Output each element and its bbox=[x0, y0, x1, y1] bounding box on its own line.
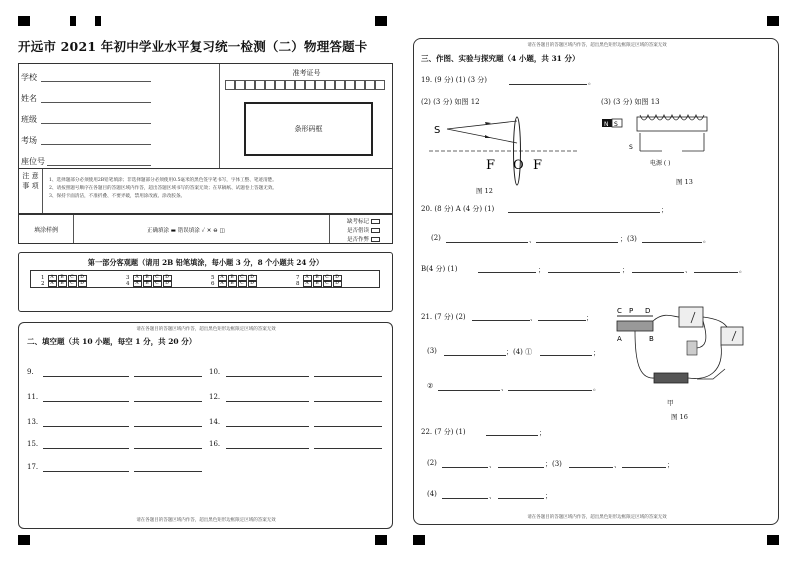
q14-label: 14. bbox=[209, 418, 221, 426]
label-f-left: F bbox=[486, 158, 496, 173]
q22-3-label: ；(3) bbox=[545, 460, 562, 468]
q22-comma3: 、 bbox=[489, 492, 496, 500]
fig16-caption: 图 16 bbox=[671, 413, 688, 421]
q22-blank-6[interactable] bbox=[442, 498, 488, 499]
q20b-label: B(4 分) (1) bbox=[421, 265, 458, 273]
q12-blank-1[interactable] bbox=[226, 401, 309, 402]
notes-box bbox=[18, 169, 393, 214]
q20b-blank-1[interactable] bbox=[478, 272, 536, 273]
q22-sep: ； bbox=[539, 429, 546, 437]
name-input[interactable] bbox=[41, 102, 151, 103]
corner-mark-bottom-3 bbox=[413, 535, 425, 545]
q20a-blank-4[interactable] bbox=[642, 242, 702, 243]
q15-blank-1[interactable] bbox=[43, 448, 129, 449]
notes-text: 1、选择题部分必须使用2B铅笔填涂；非选择题部分必须使用0.5毫米的黑色签字笔书写，字体工整、笔迹清楚。 2、请按照题号顺序在各题目的答题区域内作答，超出答题区域书写的答案无效；在草稿纸、试题卷上答题无效。 3、保持卡面清洁，不准折叠、不要弄破，禁用涂改液、涂改胶条。 bbox=[49, 178, 278, 199]
fill-sample-box bbox=[18, 214, 393, 244]
multiple-choice-section bbox=[18, 252, 393, 312]
q21-blank-4[interactable] bbox=[540, 355, 592, 356]
coil bbox=[640, 115, 704, 120]
q21-sep2: ； bbox=[593, 349, 600, 357]
q21-blank-5[interactable] bbox=[438, 390, 500, 391]
lens-diagram[interactable] bbox=[429, 111, 579, 191]
corner-mark-top-left bbox=[18, 16, 30, 26]
q19-label: 19. (9 分) (1) (3 分) bbox=[421, 76, 488, 84]
q20a3-label: ；(3) bbox=[620, 235, 637, 243]
absent-mark[interactable]: 缺考标记 bbox=[347, 217, 380, 225]
fill-sample-demo: 正确填涂 ▬ 错误填涂 ✓ ✕ ⊖ ◫ bbox=[147, 228, 225, 234]
mc-group-1[interactable]: 1 2 A B C D A B C D bbox=[41, 275, 87, 287]
q11-label: 11. bbox=[27, 393, 39, 401]
q21-4-label: ；(4) ① bbox=[506, 348, 533, 356]
q17-blank-1[interactable] bbox=[43, 471, 129, 472]
q15-blank-2[interactable] bbox=[134, 448, 202, 449]
battery bbox=[654, 373, 688, 383]
field-room: 考场 bbox=[21, 136, 37, 145]
q21-end: 。 bbox=[593, 384, 600, 392]
seat-input[interactable] bbox=[47, 165, 151, 166]
q15-label: 15. bbox=[27, 440, 39, 448]
q13-blank-2[interactable] bbox=[134, 426, 202, 427]
transfer-mark[interactable]: 是否借读 bbox=[347, 226, 380, 234]
corner-mark-top-1 bbox=[70, 16, 76, 26]
light-ray-2 bbox=[447, 129, 517, 143]
q22-blank-4[interactable] bbox=[569, 467, 613, 468]
q20b-blank-3[interactable] bbox=[632, 272, 684, 273]
notes-label: 注 意 事 项 bbox=[19, 169, 43, 213]
info-divider bbox=[219, 64, 220, 168]
exam-number-boxes[interactable] bbox=[225, 80, 385, 90]
q21-5-label: ② bbox=[427, 382, 434, 390]
field-seat: 座位号 bbox=[21, 157, 45, 166]
q11-blank-2[interactable] bbox=[134, 401, 202, 402]
corner-mark-top-right bbox=[767, 16, 779, 26]
q9-blank-1[interactable] bbox=[43, 376, 129, 377]
q21-3-label: (3) bbox=[427, 347, 437, 355]
q20a-label: 20. (8 分) A (4 分) (1) bbox=[421, 205, 495, 213]
corner-mark-bottom-left bbox=[18, 535, 30, 545]
ammeter bbox=[679, 307, 703, 327]
experiment-section bbox=[413, 38, 779, 525]
area-tip-bottom: 请在各题目的答题区域内作答，超出黑色矩形边框限定区域的答案无效 bbox=[136, 518, 276, 523]
voltmeter bbox=[721, 327, 743, 345]
q10-label: 10. bbox=[209, 368, 221, 376]
q16-blank-2[interactable] bbox=[314, 448, 382, 449]
q14-blank-1[interactable] bbox=[226, 426, 309, 427]
q12-label: 12. bbox=[209, 393, 221, 401]
iron-core bbox=[637, 117, 707, 131]
q10-blank-1[interactable] bbox=[226, 376, 309, 377]
q9-blank-2[interactable] bbox=[134, 376, 202, 377]
class-input[interactable] bbox=[41, 123, 151, 124]
field-school: 学校 bbox=[21, 73, 37, 82]
q20a-end: 。 bbox=[703, 236, 710, 244]
page-title: 开远市 2021 年初中学业水平复习统一检测（二）物理答题卡 bbox=[18, 39, 368, 54]
mc-group-4[interactable]: 7 8 A B C D A B C D bbox=[296, 275, 342, 287]
q13-label: 13. bbox=[27, 418, 39, 426]
q20a2-label: (2) bbox=[431, 234, 441, 242]
q21-blank-2[interactable] bbox=[538, 320, 586, 321]
resistor bbox=[687, 341, 697, 355]
q19-period: 。 bbox=[588, 78, 595, 86]
svg-text:P: P bbox=[629, 307, 634, 315]
q21-comma: 、 bbox=[530, 314, 537, 322]
field-name: 姓名 bbox=[21, 94, 37, 103]
q21-label: 21. (7 分) (2) bbox=[421, 313, 466, 321]
q19-2-label: (2) (3 分) 如图 12 bbox=[421, 98, 480, 106]
q21-blank-1[interactable] bbox=[472, 320, 530, 321]
power-label: 电源 ( ) bbox=[650, 160, 671, 167]
circuit-diagram[interactable] bbox=[609, 301, 754, 401]
q20b-blank-4[interactable] bbox=[694, 272, 738, 273]
svg-text:D: D bbox=[645, 307, 651, 315]
q20a-blank-2[interactable] bbox=[446, 242, 528, 243]
label-o: O bbox=[513, 158, 524, 173]
right-tip-bottom: 请在各题目的答题区域内作答，超出黑色矩形边框限定区域的答案无效 bbox=[527, 515, 667, 520]
q22-blank-5[interactable] bbox=[622, 467, 666, 468]
svg-text:S: S bbox=[629, 144, 633, 151]
q16-label: 16. bbox=[209, 440, 221, 448]
jia-label: 甲 bbox=[667, 399, 674, 407]
q21-blank-3[interactable] bbox=[444, 355, 506, 356]
q13-blank-1[interactable] bbox=[43, 426, 129, 427]
q9-label: 9. bbox=[27, 368, 34, 376]
experiment-title: 三、作图、实验与探究题（4 小题，共 31 分） bbox=[421, 54, 580, 63]
svg-text:C: C bbox=[617, 307, 622, 315]
q12-blank-2[interactable] bbox=[314, 401, 382, 402]
corner-mark-top-2 bbox=[95, 16, 101, 26]
q20a-sep: ； bbox=[661, 206, 668, 214]
fill-sample-divider bbox=[329, 215, 330, 243]
mc-group-3[interactable]: 5 6 A B C D A B C D bbox=[211, 275, 257, 287]
q22-blank-3[interactable] bbox=[498, 467, 544, 468]
q17-label: 17. bbox=[27, 463, 39, 471]
q11-blank-1[interactable] bbox=[43, 401, 129, 402]
corner-mark-bottom-right bbox=[767, 535, 779, 545]
q22-blank-1[interactable] bbox=[486, 435, 538, 436]
corner-mark-top-3 bbox=[375, 16, 387, 26]
q14-blank-2[interactable] bbox=[314, 426, 382, 427]
svg-text:B: B bbox=[649, 335, 654, 343]
field-class: 班级 bbox=[21, 115, 37, 124]
q22-blank-7[interactable] bbox=[498, 498, 544, 499]
mc-title: 第一部分客观题（请用 2B 铅笔填涂，每小题 3 分，8 个小题共 24 分） bbox=[87, 258, 324, 267]
q22-comma: 、 bbox=[489, 461, 496, 469]
fig12-caption: 图 12 bbox=[476, 187, 493, 195]
rheostat bbox=[617, 321, 653, 331]
svg-text:N: N bbox=[604, 121, 609, 128]
q16-blank-1[interactable] bbox=[226, 448, 309, 449]
label-s: S bbox=[434, 125, 441, 136]
q19-blank[interactable] bbox=[509, 84, 587, 85]
q22-sep2: ； bbox=[667, 461, 674, 469]
q21-comma2: 、 bbox=[501, 384, 508, 392]
fig13-caption: 图 13 bbox=[676, 178, 693, 186]
q22-label: 22. (7 分) (1) bbox=[421, 428, 466, 436]
q10-blank-2[interactable] bbox=[314, 376, 382, 377]
school-input[interactable] bbox=[41, 81, 151, 82]
fill-in-section bbox=[18, 322, 393, 529]
area-tip-top: 请在各题目的答题区域内作答，超出黑色矩形边框限定区域的答案无效 bbox=[136, 327, 276, 332]
q20b-comma: 、 bbox=[685, 266, 692, 274]
barcode-frame: 条形码框 bbox=[244, 102, 373, 156]
q22-4-label: (4) bbox=[427, 490, 437, 498]
mc-answer-grid bbox=[30, 270, 380, 288]
q20b-blank-2[interactable] bbox=[548, 272, 620, 273]
q22-2-label: (2) bbox=[427, 459, 437, 467]
q17-blank-2[interactable] bbox=[134, 471, 202, 472]
q22-blank-2[interactable] bbox=[442, 467, 488, 468]
mc-group-2[interactable]: 3 4 A B C D A B C D bbox=[126, 275, 172, 287]
label-f-right: F bbox=[533, 158, 543, 173]
svg-text:A: A bbox=[617, 335, 622, 343]
fill-in-title: 二、填空题（共 10 小题，每空 1 分，共 20 分） bbox=[27, 337, 197, 346]
q21-blank-6[interactable] bbox=[508, 390, 592, 391]
q21-sep: ； bbox=[586, 314, 593, 322]
q19-3-label: (3) (3 分) 如图 13 bbox=[601, 98, 660, 106]
fill-sample-label: 填涂样例 bbox=[19, 215, 74, 243]
q20a-blank-3[interactable] bbox=[536, 242, 618, 243]
cheat-mark[interactable]: 是否作弊 bbox=[347, 235, 380, 243]
q20b-sep1: ； bbox=[538, 266, 545, 274]
room-input[interactable] bbox=[41, 144, 151, 145]
q20a-comma: 、 bbox=[529, 236, 536, 244]
student-info-box bbox=[18, 63, 393, 169]
corner-mark-bottom-2 bbox=[375, 535, 387, 545]
q20b-sep2: ； bbox=[622, 266, 629, 274]
q20a-blank-1[interactable] bbox=[508, 212, 660, 213]
q22-comma2: 、 bbox=[614, 461, 621, 469]
exam-number-label: 准考证号 bbox=[292, 69, 321, 77]
right-tip-top: 请在各题目的答题区域内作答，超出黑色矩形边框限定区域的答案无效 bbox=[527, 43, 667, 48]
q20b-end: 。 bbox=[739, 266, 746, 274]
svg-text:S: S bbox=[614, 121, 618, 128]
q22-end: ； bbox=[545, 492, 552, 500]
light-ray-1 bbox=[447, 121, 517, 129]
